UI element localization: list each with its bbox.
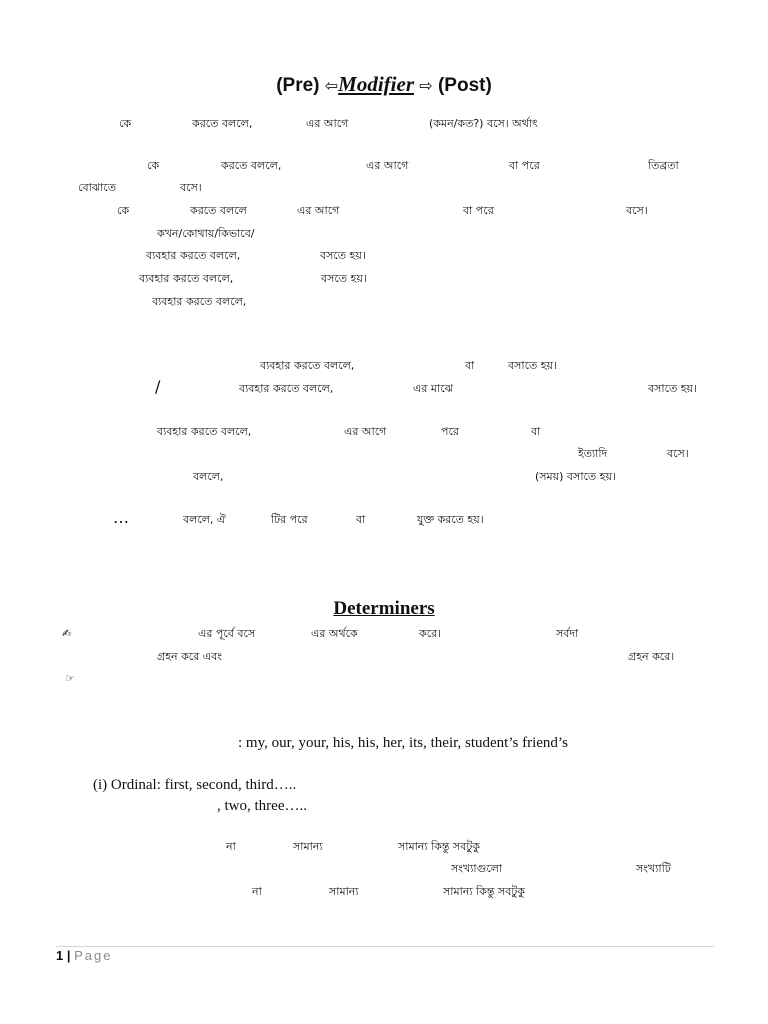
text-fragment: সামান্য [329, 885, 359, 898]
text-fragment: এর আগে [366, 159, 409, 172]
text-fragment: বা পরে [509, 159, 540, 172]
text-fragment: বোঝাতে [78, 181, 116, 194]
text-fragment: বা [356, 513, 366, 526]
text-fragment: গ্রহন করে এবং [157, 650, 222, 663]
text-fragment: ব্যবহার করতে বললে, [146, 249, 241, 262]
footer-divider [56, 946, 714, 947]
text-fragment: বসতে হয়। [320, 249, 366, 262]
text-fragment: এর পূর্বে বসে [198, 627, 256, 640]
text-fragment: করতে বললে, [192, 117, 253, 130]
text-fragment: সামান্য [293, 840, 323, 853]
text-fragment: বললে, ঐ [183, 513, 226, 526]
text-fragment: (কমন/কত?) বসে। অর্থাৎ [429, 117, 538, 130]
text-fragment: না [252, 885, 262, 898]
pre-label: (Pre) [276, 75, 320, 96]
text-fragment: ব্যবহার করতে বললে, [157, 425, 252, 438]
text-fragment: বসে। [626, 204, 648, 217]
modifier-heading: Modifier [338, 72, 414, 96]
page-label: Page [74, 948, 113, 963]
text-fragment: করতে বললে [190, 204, 247, 217]
text-fragment: ব্যবহার করতে বললে, [139, 272, 234, 285]
text-fragment: বসতে হয়। [321, 272, 367, 285]
text-fragment: এর আগে [344, 425, 387, 438]
ellipsis-mark: … [113, 508, 129, 527]
text-fragment: এর আগে [306, 117, 349, 130]
text-fragment: বসে। [667, 447, 689, 460]
text-fragment: সংখ্যাটি [636, 862, 671, 875]
page-title [0, 72, 768, 97]
text-fragment: বসে। [180, 181, 202, 194]
writing-hand-icon: ✍ [62, 627, 72, 640]
text-fragment: বললে, [193, 470, 224, 483]
text-fragment: ইত্যাদি [578, 447, 608, 460]
arrow-right-icon: ⇨ [419, 78, 433, 95]
text-fragment: গ্রহন করে। [628, 650, 675, 663]
text-fragment: এর মাঝে [413, 382, 453, 395]
text-fragment: বসাতে হয়। [648, 382, 697, 395]
ordinal-list: (i) Ordinal: first, second, third….. [93, 777, 297, 793]
text-fragment: বা [465, 359, 475, 372]
text-fragment: টির পরে [271, 513, 308, 526]
text-fragment: সর্বদা [556, 627, 579, 640]
footer-separator: | [66, 948, 71, 963]
determiners-heading: Determiners [333, 598, 435, 619]
pointing-hand-icon: ☞ [65, 672, 75, 685]
text-fragment: না [226, 840, 236, 853]
text-fragment: করতে বললে, [221, 159, 282, 172]
arrow-left-icon: ⇦ [324, 78, 339, 95]
text-fragment: সামান্য কিন্তু সবটুকু [443, 885, 526, 898]
text-fragment: সামান্য কিন্তু সবটুকু [398, 840, 481, 853]
text-fragment: এর অর্থকে [311, 627, 358, 640]
text-fragment: সংখ্যাগুলো [451, 862, 503, 875]
page-footer [56, 948, 113, 963]
text-fragment: (সময়) বসাতে হয়। [535, 470, 616, 483]
text-fragment: করে। [419, 627, 442, 640]
post-label: (Post) [437, 75, 492, 96]
text-fragment: কে [147, 159, 160, 172]
text-fragment: কে [119, 117, 132, 130]
text-fragment: ব্যবহার করতে বললে, [260, 359, 355, 372]
text-fragment: এর আগে [297, 204, 340, 217]
slash-mark: / [155, 377, 161, 396]
text-fragment: যুক্ত করতে হয়। [417, 513, 484, 526]
possessive-list: : my, our, your, his, his, her, its, their, student’s friend’s [238, 735, 568, 751]
page-number: 1 [56, 948, 64, 963]
cardinal-list: , two, three….. [217, 798, 307, 814]
text-fragment: ব্যবহার করতে বললে, [152, 295, 247, 308]
text-fragment: কে [117, 204, 130, 217]
text-fragment: বসাতে হয়। [508, 359, 557, 372]
text-fragment: তিব্রতা [648, 159, 679, 172]
text-fragment: বা [531, 425, 541, 438]
text-fragment: বা পরে [463, 204, 494, 217]
text-fragment: ব্যবহার করতে বললে, [239, 382, 334, 395]
text-fragment: কখন/কোথায়/কিভাবে/ [157, 227, 255, 240]
text-fragment: পরে [441, 425, 459, 438]
